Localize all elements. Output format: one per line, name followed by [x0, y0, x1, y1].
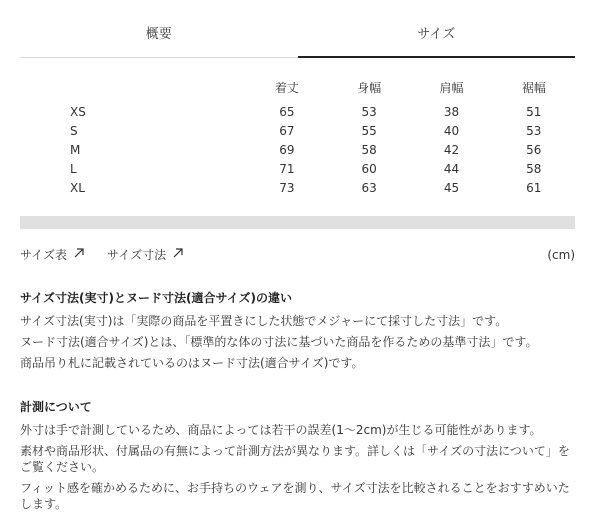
size-table: [20, 72, 575, 197]
table-row: [20, 178, 575, 197]
horizontal-scrollbar[interactable]: [20, 216, 575, 229]
table-cell: 38: [443, 104, 460, 119]
size-chart-link[interactable]: [20, 246, 85, 263]
table-header-shoulder: 肩幅: [439, 80, 464, 95]
measurement-section: [20, 398, 580, 517]
table-cell: 45: [443, 180, 460, 195]
section-title: 計測について: [20, 400, 92, 414]
external-arrow-icon: [73, 247, 85, 262]
table-cell: 63: [361, 180, 377, 195]
table-cell: 56: [526, 142, 542, 157]
external-arrow-icon: [172, 247, 184, 262]
table-cell: 40: [443, 123, 460, 138]
table-header-body-width: 身幅: [357, 80, 382, 95]
size-measure-link[interactable]: [107, 246, 184, 263]
tab-overview[interactable]: 概要: [20, 18, 298, 58]
table-cell: 60: [361, 161, 377, 176]
table-cell: 58: [361, 142, 377, 157]
table-cell: 58: [526, 161, 542, 176]
table-header-row: [20, 72, 575, 102]
row-size-label: L: [70, 161, 77, 176]
table-row: [20, 140, 575, 159]
table-cell: 73: [279, 180, 295, 195]
row-size-label: XS: [70, 104, 86, 119]
size-difference-section: [20, 289, 580, 376]
section-text: 外寸は手で計測しているため、商品によっては若干の誤差(1〜2cm)が生じる可能性があります。: [20, 423, 542, 437]
tab-bar: [20, 18, 575, 58]
section-text: ヌード寸法(適合サイズ)とは、「標準的な体の寸法に基づいた商品を作るための基準寸法」です。: [20, 335, 538, 349]
row-size-label: XL: [70, 180, 85, 195]
table-cell: 71: [279, 161, 295, 176]
table-cell: 42: [443, 142, 460, 157]
section-text: サイズ寸法(実寸)は「実際の商品を平置きにした状態でメジャーにて採寸した寸法」です。: [20, 314, 508, 328]
table-cell: 61: [526, 180, 542, 195]
table-row: [20, 102, 575, 121]
table-cell: 53: [526, 123, 542, 138]
table-header-hem-width: 裾幅: [521, 80, 546, 95]
table-cell: 44: [443, 161, 460, 176]
table-cell: 55: [361, 123, 377, 138]
table-cell: 65: [279, 104, 295, 119]
table-row: [20, 159, 575, 178]
section-title: サイズ寸法(実寸)とヌード寸法(適合サイズ)の違い: [20, 291, 293, 305]
size-links: [20, 246, 184, 263]
table-cell: 53: [361, 104, 377, 119]
size-chart-link-label: サイズ表: [20, 248, 68, 262]
table-header-corner: [20, 72, 246, 102]
row-size-label: M: [70, 142, 81, 157]
section-text: フィット感を確かめるために、お手持ちのウェアを測り、サイズ寸法を比較されることをおすすめいたします。: [20, 481, 570, 511]
table-cell: 69: [279, 142, 295, 157]
table-cell: 67: [279, 123, 295, 138]
row-size-label: S: [70, 123, 78, 138]
table-cell: 51: [526, 104, 542, 119]
section-text: 素材や商品形状、付属品の有無によって計測方法が異なります。詳しくは「サイズの寸法について」をご覧ください。: [20, 444, 570, 474]
section-text: 商品吊り札に記載されているのはヌード寸法(適合サイズ)です。: [20, 356, 364, 370]
tab-size[interactable]: サイズ: [298, 18, 576, 58]
size-measure-link-label: サイズ寸法: [107, 248, 167, 262]
table-row: [20, 121, 575, 140]
unit-label: (cm): [547, 248, 575, 262]
table-header-length: 着丈: [274, 80, 299, 95]
